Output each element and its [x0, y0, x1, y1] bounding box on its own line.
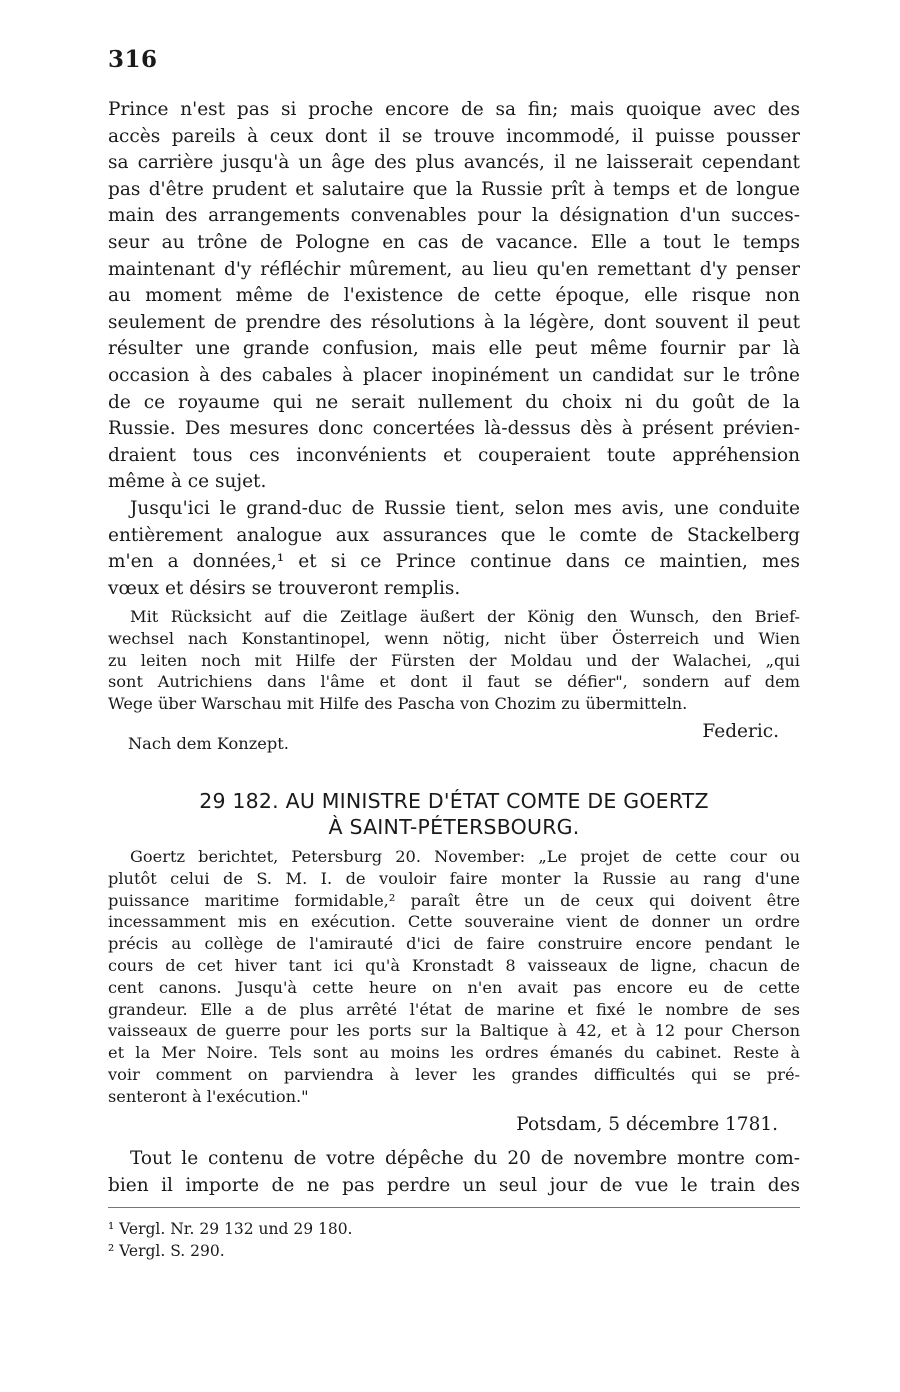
heading-line-1: 29 182. AU MINISTRE D'ÉTAT COMTE DE GOERTZ: [199, 789, 709, 813]
text-line: maintenant d'y réfléchir mûrement, au lieu qu'en remettant d'y penser: [108, 258, 800, 280]
text-line: sont Autrichiens dans l'âme et dont il faut se défier", sondern auf dem: [108, 672, 800, 692]
paragraph-1: [108, 97, 800, 496]
heading-line-2: À SAINT-PÉTERSBOURG.: [328, 815, 580, 839]
text-line: et la Mer Noire. Tels sont au moins les ordres émanés du cabinet. Reste à: [108, 1043, 800, 1063]
footnote: ² Vergl. S. 290.: [108, 1242, 225, 1260]
text-line: puissance maritime formidable,² paraît être un de ceux qui doivent être: [108, 890, 800, 910]
text-line: cours de cet hiver tant ici qu'à Kronstadt 8 vaisseaux de ligne, chacun de: [108, 955, 800, 975]
text-line: zu leiten noch mit Hilfe der Fürsten der Moldau und der Walachei, „qui: [108, 650, 800, 670]
text-line: Prince n'est pas si proche encore de sa fin; mais quoique avec des: [108, 99, 800, 120]
text-line: Jusqu'ici le grand-duc de Russie tient, selon mes avis, une conduite: [130, 498, 800, 519]
text-line: vœux et désirs se trouveront remplis.: [108, 577, 461, 599]
text-line: pas d'être prudent et salutaire que la Russie prît à temps et de longue: [108, 178, 800, 200]
text-line: précis au collège de l'amirauté d'ici de faire construire encore pendant le: [108, 934, 800, 954]
text-line: occasion à des cabales à placer inopinément un candidat sur le trône: [108, 364, 800, 386]
text-line: au moment même de l'existence de cette époque, elle risque non: [108, 285, 800, 307]
summary-note-2: [108, 846, 800, 1108]
text-line: accès pareils à ceux dont il se trouve incommodé, il puisse pousser: [108, 125, 800, 147]
text-line: résulter une grande confusion, mais elle peut même fournir par là: [108, 338, 800, 360]
text-line: seur au trône de Pologne en cas de vacance. Elle a tout le temps: [108, 231, 800, 253]
footnotes: [108, 1218, 353, 1262]
text-line: m'en a données,¹ et si ce Prince continue dans ce maintien, mes: [108, 551, 800, 573]
paragraph-3: [108, 1146, 800, 1199]
text-line: incessamment mis en exécution. Cette souveraine vient de donner un ordre: [108, 912, 800, 932]
text-line: Tout le contenu de votre dépêche du 20 de novembre montre com-: [130, 1148, 800, 1169]
text-line: grandeur. Elle a de plus arrêté l'état de marine et fixé le nombre de ses: [108, 999, 800, 1019]
dateline: Potsdam, 5 décembre 1781.: [516, 1114, 778, 1135]
text-line: Russie. Des mesures donc concertées là-dessus dès à présent prévien-: [108, 418, 800, 440]
text-line: cent canons. Jusqu'à cette heure on n'en avait pas encore eu de cette: [108, 977, 800, 997]
text-line: draient tous ces inconvénients et couperaient toute appréhension: [108, 444, 800, 466]
footnote: ¹ Vergl. Nr. 29 132 und 29 180.: [108, 1220, 353, 1238]
text-line: Goertz berichtet, Petersburg 20. November: „Le projet de cette cour ou: [130, 847, 800, 866]
letter-heading: [108, 788, 800, 840]
signature: Federic.: [702, 721, 779, 742]
text-line: de ce royaume qui ne serait nullement du choix ni du goût de la: [108, 391, 800, 413]
footnote-rule: [108, 1207, 800, 1208]
text-line: senteront à l'exécution.": [108, 1086, 309, 1106]
text-line: entièrement analogue aux assurances que le comte de Stackelberg: [108, 524, 800, 546]
text-line: même à ce sujet.: [108, 471, 267, 493]
text-line: voir comment on parviendra à lever les grandes difficultés qui se pré-: [108, 1064, 800, 1084]
page-number: 316: [108, 46, 158, 73]
text-line: sa carrière jusqu'à un âge des plus avancés, il ne laisserait cependant: [108, 152, 800, 174]
text-line: plutôt celui de S. M. I. de vouloir faire monter la Russie au rang d'une: [108, 868, 800, 888]
source-note: Nach dem Konzept.: [128, 734, 289, 753]
paragraph-2: [108, 496, 800, 602]
text-line: seulement de prendre des résolutions à la légère, dont souvent il peut: [108, 311, 800, 333]
text-line: vaisseaux de guerre pour les ports sur la Baltique à 42, et à 12 pour Cherson: [108, 1021, 800, 1041]
summary-note-1: [108, 606, 800, 715]
text-line: bien il importe de ne pas perdre un seul jour de vue le train des: [108, 1174, 800, 1196]
text-line: wechsel nach Konstantinopel, wenn nötig, nicht über Österreich und Wien: [108, 628, 800, 648]
text-line: Mit Rücksicht auf die Zeitlage äußert der König den Wunsch, den Brief-: [130, 607, 800, 626]
text-line: main des arrangements convenables pour la désignation d'un succes-: [108, 205, 800, 227]
text-line: Wege über Warschau mit Hilfe des Pascha von Chozim zu übermitteln.: [108, 694, 688, 714]
